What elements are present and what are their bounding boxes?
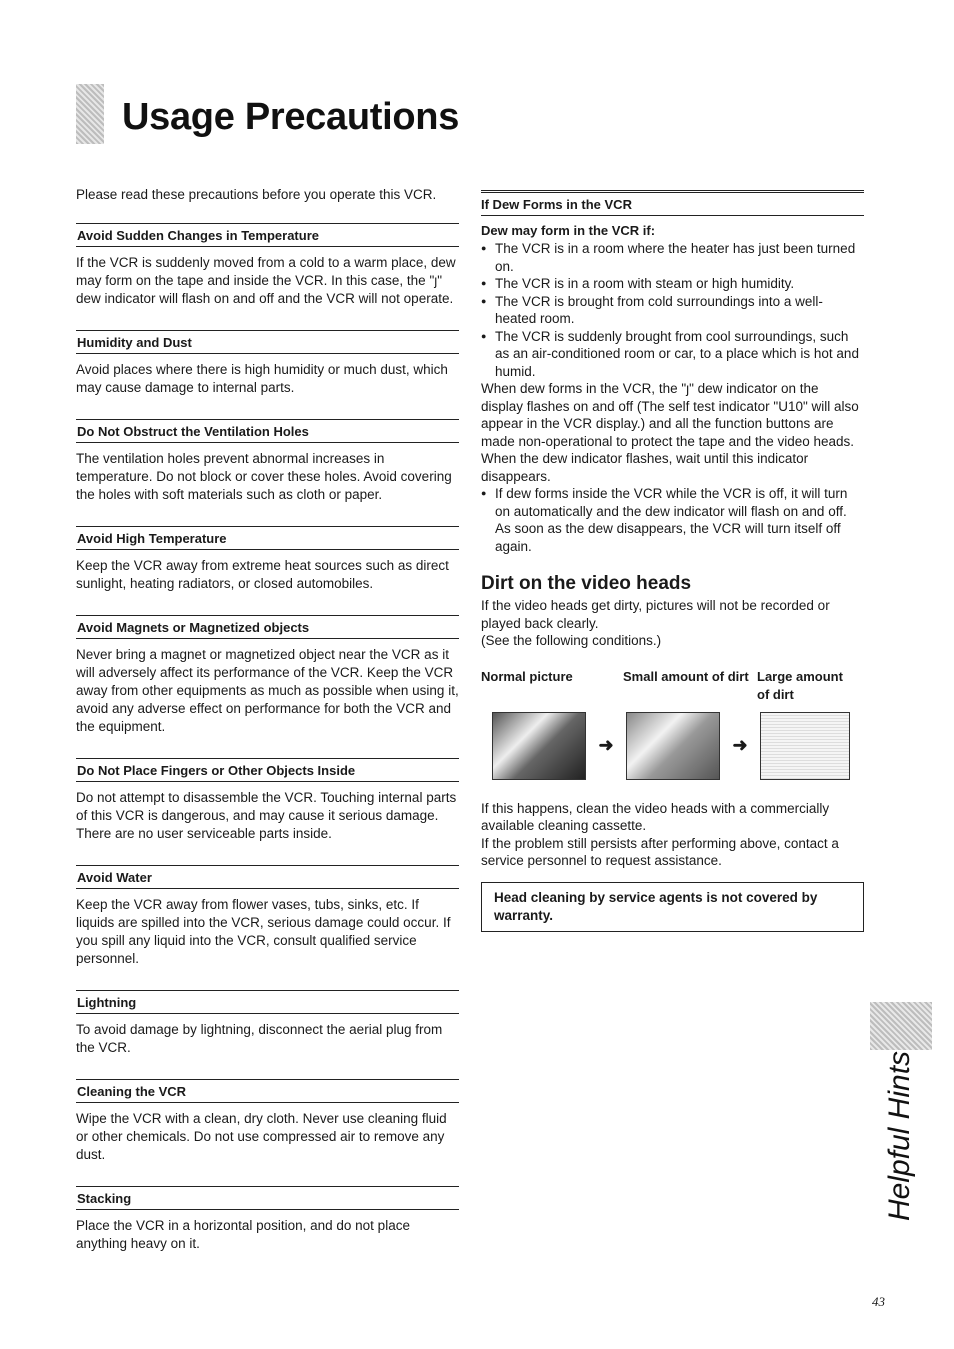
normal-picture-image <box>492 712 586 780</box>
intro-text: Please read these precautions before you operate this VCR. <box>76 187 437 202</box>
section-text: To avoid damage by lightning, disconnect the aerial plug from the VCR. <box>76 1022 443 1055</box>
arrow-right-icon: ➜ <box>598 735 614 755</box>
picture-comparison <box>481 712 864 780</box>
precaution-section <box>76 865 459 968</box>
section-heading: Humidity and Dust <box>76 330 459 354</box>
section-text: Wipe the VCR with a clean, dry cloth. Never use cleaning fluid or other chemicals. Do not use compressed air to remove any dust. <box>76 1111 447 1162</box>
section-heading: Lightning <box>76 990 459 1014</box>
section-heading: Do Not Place Fingers or Other Objects Inside <box>76 758 459 782</box>
precaution-section <box>76 419 459 504</box>
page-number: 43 <box>872 1294 885 1309</box>
section-text: Never bring a magnet or magnetized object near the VCR as it will adversely affect its performance of the VCR. Keep the VCR away from other equipments as much as possible when using it, avoid any adverse effect on performance for both the VCR and the equipment. <box>76 647 459 734</box>
section-text: If the VCR is suddenly moved from a cold to a warm place, dew may form on the tape and inside the VCR. In this case, the "ȷ" dew indicator will flash on and off and the VCR will not operate. <box>76 255 456 306</box>
precaution-section <box>76 526 459 593</box>
section-text: The ventilation holes prevent abnormal increases in temperature. Do not block or cover these holes. Avoid covering the holes with soft materials such as cloth or paper. <box>76 451 452 502</box>
precaution-section <box>76 615 459 736</box>
section-heading: Avoid Water <box>76 865 459 889</box>
precaution-section <box>76 758 459 843</box>
section-text: Place the VCR in a horizontal position, and do not place anything heavy on it. <box>76 1218 410 1251</box>
side-tab-decoration <box>870 1002 932 1050</box>
dew-subheading: Dew may form in the VCR if: <box>481 223 656 238</box>
dew-bullets <box>481 240 864 380</box>
precaution-section <box>76 223 459 308</box>
section-text: Avoid places where there is high humidity or much dust, which may cause damage to internal parts. <box>76 362 448 395</box>
dew-heading: If Dew Forms in the VCR <box>481 192 864 216</box>
section-heading: Stacking <box>76 1186 459 1210</box>
precaution-section <box>76 1186 459 1253</box>
section-heading: Avoid Magnets or Magnetized objects <box>76 615 459 639</box>
service-advice: If the problem still persists after performing above, contact a service personnel to request assistance. <box>481 835 839 868</box>
precaution-section <box>76 1079 459 1164</box>
section-heading: Cleaning the VCR <box>76 1079 459 1103</box>
precaution-section <box>76 990 459 1057</box>
dirt-heading: Dirt on the video heads <box>481 573 692 594</box>
list-item: ● If dew forms inside the VCR while the VCR is off, it will turn on automatically and the dew indicator will flash on and off. As soon as the dew disappears, the VCR will turn itself off again. <box>481 485 864 555</box>
section-heading: Avoid Sudden Changes in Temperature <box>76 223 459 247</box>
label-small-dirt: Small amount of dirt <box>623 668 749 684</box>
side-tab-label: Helpful Hints <box>883 1050 916 1222</box>
list-item: ● The VCR is brought from cold surroundings into a well-heated room. <box>481 293 864 328</box>
precaution-section <box>76 330 459 397</box>
dew-bullets-2 <box>481 485 864 555</box>
dew-paragraph: When dew forms in the VCR, the "ȷ" dew indicator on the display flashes on and off (The self test indicator "U10" will also appear in the VCR display.) and all the function buttons are made non-operational to protect the tape and the video heads. When the dew indicator flashes, wait until this indicator disappears. <box>481 381 859 484</box>
dirt-text: If the video heads get dirty, pictures will not be recorded or played back clearly. <box>481 598 830 631</box>
section-heading: Do Not Obstruct the Ventilation Holes <box>76 419 459 443</box>
title-decoration <box>76 84 104 144</box>
large-dirt-picture-image <box>760 712 850 780</box>
list-item: ● The VCR is suddenly brought from cool surroundings, such as an air-conditioned room or car, to a place which is hot and humid. <box>481 328 864 381</box>
label-normal: Normal picture <box>481 668 573 684</box>
right-column <box>481 186 864 932</box>
list-item: ● The VCR is in a room with steam or high humidity. <box>481 275 864 293</box>
page-title: Usage Precautions <box>122 96 460 138</box>
cleaning-advice: If this happens, clean the video heads with a commercially available cleaning cassette. <box>481 800 830 833</box>
list-item: ● The VCR is in a room where the heater has just been turned on. <box>481 240 864 275</box>
section-text: Keep the VCR away from flower vases, tubs, sinks, etc. If liquids are spilled into the VCR, serious damage could occur. If you spill any liquid into the VCR, consult qualified service personnel. <box>76 897 451 966</box>
picture-labels <box>481 668 864 704</box>
section-text: Keep the VCR away from extreme heat sources such as direct sunlight, heating radiators, or closed automobiles. <box>76 558 449 591</box>
section-text: Do not attempt to disassemble the VCR. Touching internal parts of this VCR is dangerous, and may cause it serious damage. There are no user serviceable parts inside. <box>76 790 457 841</box>
label-large-dirt: Large amount of dirt <box>757 668 843 702</box>
warranty-warning: Head cleaning by service agents is not covered by warranty. <box>481 882 864 932</box>
arrow-right-icon: ➜ <box>732 735 748 755</box>
dirt-text-note: (See the following conditions.) <box>481 633 662 648</box>
section-heading: Avoid High Temperature <box>76 526 459 550</box>
small-dirt-picture-image <box>626 712 720 780</box>
left-column <box>76 186 459 1275</box>
